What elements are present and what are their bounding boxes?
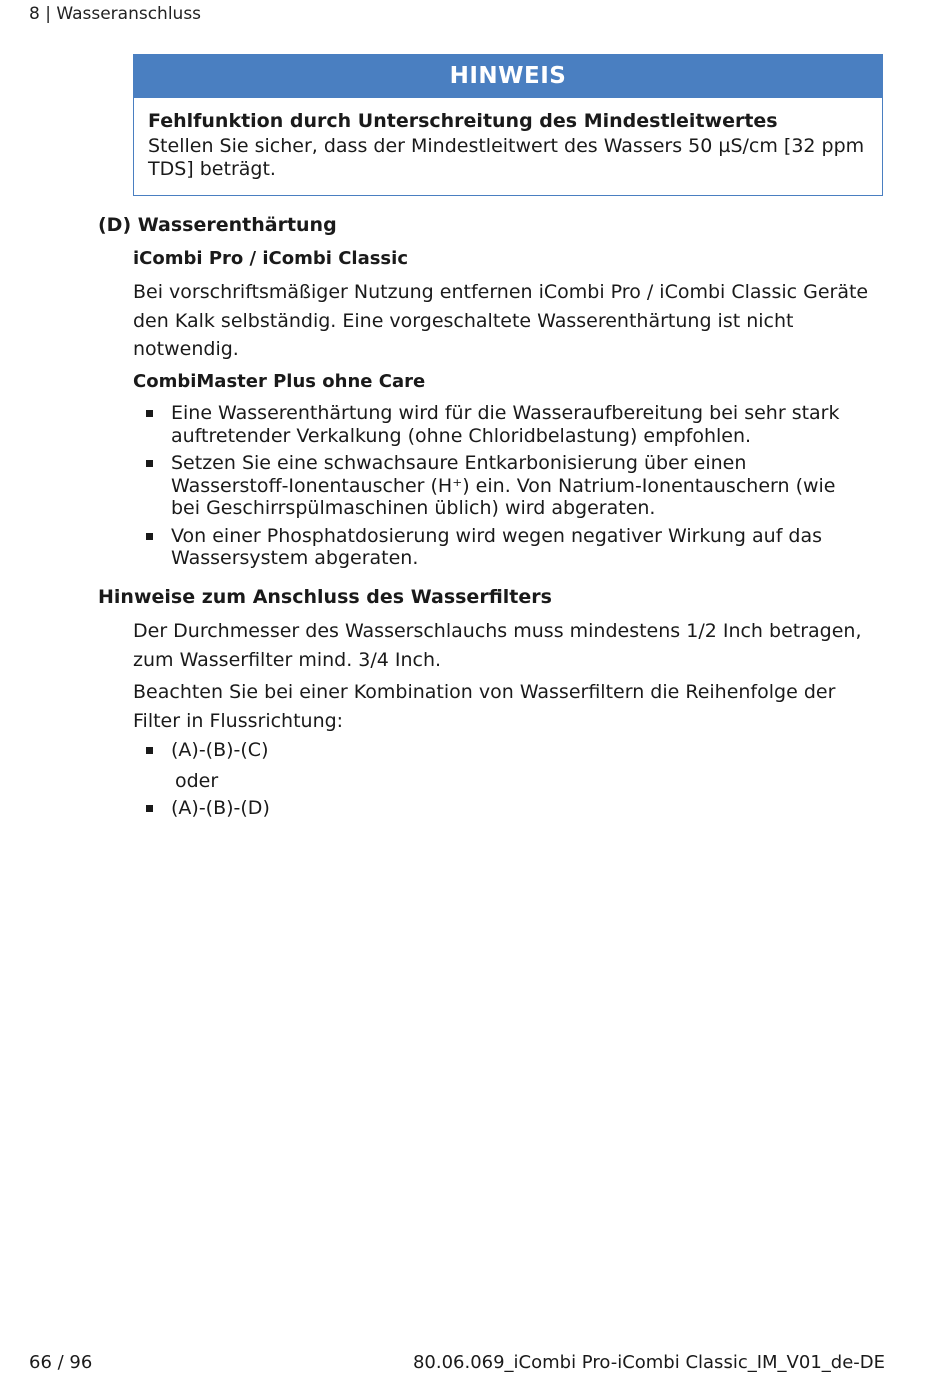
list-item: Setzen Sie eine schwachsaure Entkarbonisierung über einen Wasserstoff-Ionentauscher (H⁺) ein. Von Natrium-Ionentauschern (wie bei Geschirrspülmaschinen üblich) wird abgeraten. xyxy=(133,452,848,520)
bullet-square-icon xyxy=(146,747,153,754)
combimaster-bullet-list xyxy=(133,402,848,575)
notice-body xyxy=(134,98,882,195)
section-d-heading: (D) Wasserenthärtung xyxy=(98,214,337,236)
filter-option-2 xyxy=(133,797,848,825)
document-id: 80.06.069_iCombi Pro-iCombi Classic_IM_V01_de-DE xyxy=(412,1352,885,1373)
bullet-square-icon xyxy=(146,533,153,540)
subsection-icombi-text: Bei vorschriftsmäßiger Nutzung entfernen iCombi Pro / iCombi Classic Geräte den Kalk selbständig. Eine vorgeschaltete Wasserenthärtung ist nicht notwendig. xyxy=(133,281,869,360)
notice-label: HINWEIS xyxy=(134,55,882,98)
list-item: Eine Wasserenthärtung wird für die Wasseraufbereitung bei sehr stark auftretender Verkalkung (ohne Chloridbelastung) empfohlen. xyxy=(133,402,848,447)
filter-section-heading: Hinweise zum Anschluss des Wasserfilters xyxy=(98,586,552,608)
filter-order-text: Beachten Sie bei einer Kombination von Wasserfiltern die Reihenfolge der Filter in Flussrichtung: xyxy=(133,681,836,732)
notice-box xyxy=(133,54,883,196)
filter-diameter-text: Der Durchmesser des Wasserschlauchs muss mindestens 1/2 Inch betragen, zum Wasserfilter mind. 3/4 Inch. xyxy=(133,620,862,671)
subsection-icombi-heading: iCombi Pro / iCombi Classic xyxy=(133,248,408,269)
subsection-combimaster-heading: CombiMaster Plus ohne Care xyxy=(133,371,426,392)
bullet-square-icon xyxy=(146,410,153,417)
notice-title: Fehlfunktion durch Unterschreitung des Mindestleitwertes xyxy=(148,110,778,132)
list-item: Von einer Phosphatdosierung wird wegen negativer Wirkung auf das Wassersystem abgeraten. xyxy=(133,525,848,570)
notice-text: Stellen Sie sicher, dass der Mindestleitwert des Wassers 50 µS/cm [32 ppm TDS] beträgt. xyxy=(148,135,865,180)
running-header: 8 | Wasseranschluss xyxy=(29,4,202,24)
filter-option-1 xyxy=(133,739,848,767)
bullet-square-icon xyxy=(146,805,153,812)
bullet-square-icon xyxy=(146,460,153,467)
page-number: 66 / 96 xyxy=(29,1352,93,1373)
list-item: (A)-(B)-(D) xyxy=(133,797,848,820)
filter-connector: oder xyxy=(175,770,219,792)
list-item: (A)-(B)-(C) xyxy=(133,739,848,762)
